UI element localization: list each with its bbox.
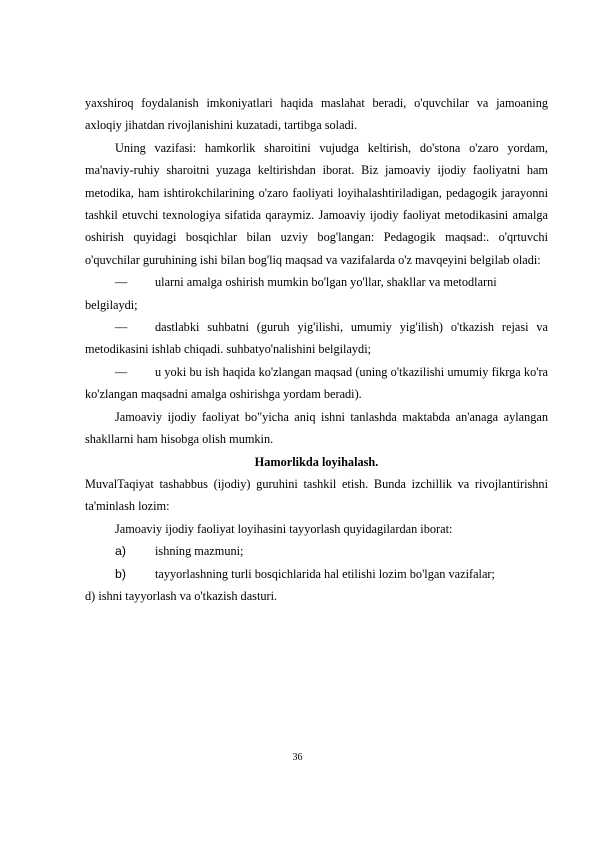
- paragraph-project-intro: Jamoaviy ijodiy faoliyat loyihasini tayyorlash quyidagilardan iborat:: [115, 521, 453, 536]
- dash-list-item: [85, 316, 548, 361]
- dash-item-continuation: belgilaydi;: [85, 297, 138, 312]
- list-marker-a: a): [115, 544, 126, 559]
- dash-item-text: dastlabki suhbatni (guruh yig'ilishi, umumiy yig'ilish) o'tkazish rejasi va metodikasini ishlab chiqadi. suhbatyo'nalishini belgilaydi;: [85, 320, 548, 357]
- dash-marker: —: [115, 364, 128, 379]
- list-item-text: ishning mazmuni;: [155, 544, 244, 559]
- list-marker-b: b): [115, 566, 126, 581]
- paragraph-intro: yaxshiroq foydalanish imkoniyatlari haqida maslahat beradi, o'quvchilar va jamoaning axloqiy jihatdan rivojlanishini kuzatadi, tartibga soladi.: [85, 96, 548, 133]
- section-heading: Hamorlikda loyihalash.: [254, 454, 379, 469]
- lettered-list-item: [85, 563, 548, 585]
- dash-item-text: u yoki bu ish haqida ko'zlangan maqsad (uning o'tkazilishi umumiy fikrga ko'ra ko'zlangan maqsadni amalga oshirishga yordam beradi).: [85, 364, 548, 402]
- paragraph-traditions: Jamoaviy ijodiy faoliyat bo"yicha aniq ishni tanlashda maktabda an'anaga aylangan shakllarni ham hisobga olish mumkin.: [85, 409, 548, 447]
- paragraph-task: Uning vazifasi: hamkorlik sharoitini vujudga keltirish, do'stona o'zaro yordam, ma'naviy-ruhiy sharoitni yuzaga keltirishdan iborat. Biz jamoaviy ijodiy faoliyatni ham metodika, ham ishtirokchilarining o'zaro faoliyati loyihalashtiriladigan, pedagogik jarayonni tashkil etuvchi texnologiya sifatida qaraymiz. Jamoaviy ijodiy faoliyat metodikasini amalga oshirish quyidagi bosqichlar bilan uzviy bog'langan: Pedagogik maqsad:. o'qrtuvchi o'quvchilar guruhining ishi bilan bog'liq maqsad va vazifalarda o'z mavqeyini belgilab oladi:: [85, 140, 548, 267]
- dash-list-item: [85, 361, 548, 406]
- lettered-list-item: [85, 540, 548, 562]
- page-number: 36: [292, 752, 303, 763]
- dash-list-item: [85, 271, 548, 293]
- list-item-d: d) ishni tayyorlash va o'tkazish dasturi.: [85, 588, 278, 603]
- dash-marker: —: [115, 320, 128, 335]
- list-item-text: tayyorlashning turli bosqichlarida hal etilishi lozim bo'lgan vazifalar;: [155, 566, 495, 581]
- dash-marker: —: [115, 275, 128, 290]
- paragraph-initiative: MuvalTaqiyat tashabbus (ijodiy) guruhini tashkil etish. Bunda izchillik va rivojlantirishni ta'minlash lozim:: [85, 476, 548, 514]
- page-body: [85, 92, 548, 607]
- dash-item-text: ularni amalga oshirish mumkin bo'lgan yo'llar, shakllar va metodlarni: [155, 275, 497, 290]
